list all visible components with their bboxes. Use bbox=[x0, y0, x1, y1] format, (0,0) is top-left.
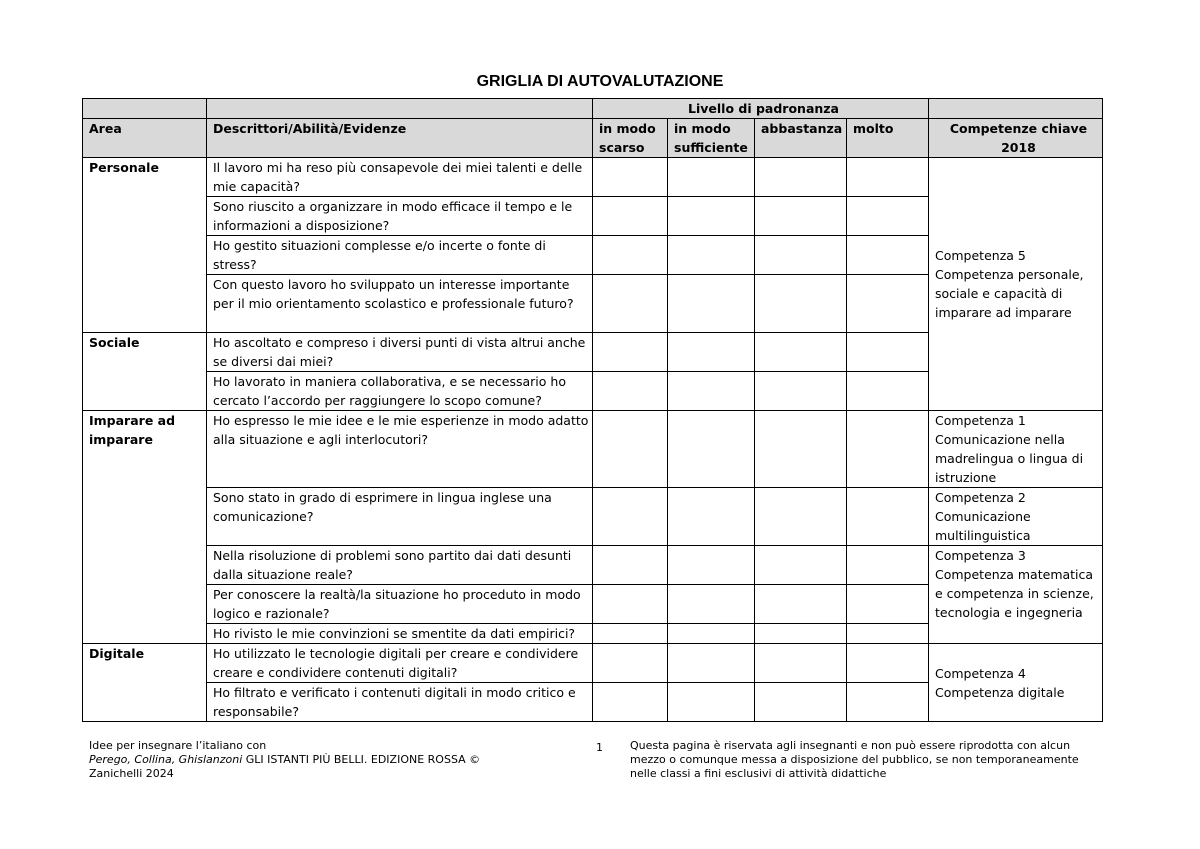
checkbox-cell[interactable] bbox=[755, 644, 847, 683]
checkbox-cell[interactable] bbox=[755, 546, 847, 585]
area-sociale: Sociale bbox=[83, 333, 207, 411]
competence-3: Competenza 3 Competenza matematica e competenza in scienze, tecnologia e ingegneria bbox=[929, 546, 1103, 644]
checkbox-cell[interactable] bbox=[847, 158, 929, 197]
checkbox-cell[interactable] bbox=[847, 197, 929, 236]
checkbox-cell[interactable] bbox=[847, 488, 929, 546]
descriptor: Sono riuscito a organizzare in modo efficace il tempo e le informazioni a disposizione? bbox=[207, 197, 593, 236]
checkbox-cell[interactable] bbox=[593, 488, 668, 546]
checkbox-cell[interactable] bbox=[668, 411, 755, 488]
checkbox-cell[interactable] bbox=[755, 275, 847, 333]
checkbox-cell[interactable] bbox=[668, 333, 755, 372]
checkbox-cell[interactable] bbox=[593, 624, 668, 644]
checkbox-cell[interactable] bbox=[847, 624, 929, 644]
checkbox-cell[interactable] bbox=[755, 333, 847, 372]
footer-line2 bbox=[89, 753, 529, 767]
header-row bbox=[83, 119, 1103, 158]
header-descriptors: Descrittori/Abilità/Evidenze bbox=[207, 119, 593, 158]
header-area: Area bbox=[83, 119, 207, 158]
checkbox-cell[interactable] bbox=[668, 275, 755, 333]
checkbox-cell[interactable] bbox=[847, 683, 929, 722]
header-level-scarso: in modo scarso bbox=[593, 119, 668, 158]
header-level-sufficiente: in modo sufficiente bbox=[668, 119, 755, 158]
table-row bbox=[83, 644, 1103, 683]
checkbox-cell[interactable] bbox=[593, 158, 668, 197]
descriptor: Ho filtrato e verificato i contenuti digitali in modo critico e responsabile? bbox=[207, 683, 593, 722]
checkbox-cell[interactable] bbox=[755, 683, 847, 722]
descriptor: Sono stato in grado di esprimere in lingua inglese una comunicazione? bbox=[207, 488, 593, 546]
checkbox-cell[interactable] bbox=[847, 585, 929, 624]
checkbox-cell[interactable] bbox=[755, 411, 847, 488]
checkbox-cell[interactable] bbox=[668, 683, 755, 722]
checkbox-cell[interactable] bbox=[668, 546, 755, 585]
checkbox-cell[interactable] bbox=[593, 333, 668, 372]
descriptor: Il lavoro mi ha reso più consapevole dei miei talenti e delle mie capacità? bbox=[207, 158, 593, 197]
descriptor: Ho rivisto le mie convinzioni se smentite da dati empirici? bbox=[207, 624, 593, 644]
checkbox-cell[interactable] bbox=[668, 236, 755, 275]
checkbox-cell[interactable] bbox=[755, 488, 847, 546]
checkbox-cell[interactable] bbox=[847, 372, 929, 411]
checkbox-cell[interactable] bbox=[847, 236, 929, 275]
competence-1: Competenza 1 Comunicazione nella madrelingua o lingua di istruzione bbox=[929, 411, 1103, 488]
table-row bbox=[83, 488, 1103, 546]
area-personale: Personale bbox=[83, 158, 207, 333]
checkbox-cell[interactable] bbox=[668, 372, 755, 411]
descriptor: Ho espresso le mie idee e le mie esperienze in modo adatto alla situazione e agli interlocutori? bbox=[207, 411, 593, 488]
checkbox-cell[interactable] bbox=[755, 585, 847, 624]
header-level-molto: molto bbox=[847, 119, 929, 158]
page-number: 1 bbox=[596, 741, 603, 754]
header-level-group: Livello di padronanza bbox=[593, 99, 929, 119]
checkbox-cell[interactable] bbox=[755, 158, 847, 197]
descriptor: Per conoscere la realtà/la situazione ho proceduto in modo logico e razionale? bbox=[207, 585, 593, 624]
descriptor: Ho ascoltato e compreso i diversi punti di vista altrui anche se diversi dai miei? bbox=[207, 333, 593, 372]
self-assessment-table bbox=[82, 98, 1103, 722]
table-row bbox=[83, 158, 1103, 197]
descriptor: Ho utilizzato le tecnologie digitali per creare e condividere creare e condividere contenuti digitali? bbox=[207, 644, 593, 683]
page-title: GRIGLIA DI AUTOVALUTAZIONE bbox=[476, 73, 724, 90]
footer-right: Questa pagina è riservata agli insegnanti e non può essere riprodotta con alcun mezzo o comunque messa a disposizione del pubblico, se non temporaneamente nelle classi a fini esclusivi di attività didattiche bbox=[630, 739, 1079, 780]
footer-book: GLI ISTANTI PIÙ BELLI. EDIZIONE ROSSA © bbox=[242, 753, 481, 766]
descriptor: Nella risoluzione di problemi sono partito dai dati desunti dalla situazione reale? bbox=[207, 546, 593, 585]
footer-left bbox=[89, 739, 529, 781]
checkbox-cell[interactable] bbox=[593, 546, 668, 585]
checkbox-cell[interactable] bbox=[668, 624, 755, 644]
footer-authors: Perego, Collina, Ghislanzoni bbox=[89, 753, 243, 766]
competence-2: Competenza 2 Comunicazione multilinguistica bbox=[929, 488, 1103, 546]
checkbox-cell[interactable] bbox=[668, 158, 755, 197]
checkbox-cell[interactable] bbox=[755, 197, 847, 236]
descriptor: Ho lavorato in maniera collaborativa, e se necessario ho cercato l’accordo per raggiungere lo scopo comune? bbox=[207, 372, 593, 411]
checkbox-cell[interactable] bbox=[593, 683, 668, 722]
checkbox-cell[interactable] bbox=[847, 275, 929, 333]
header-blank-competences bbox=[929, 99, 1103, 119]
checkbox-cell[interactable] bbox=[593, 411, 668, 488]
footer-line3: Zanichelli 2024 bbox=[89, 767, 174, 780]
descriptor: Ho gestito situazioni complesse e/o incerte o fonte di stress? bbox=[207, 236, 593, 275]
checkbox-cell[interactable] bbox=[593, 372, 668, 411]
area-imparare: Imparare ad imparare bbox=[83, 411, 207, 644]
checkbox-cell[interactable] bbox=[593, 236, 668, 275]
checkbox-cell[interactable] bbox=[593, 644, 668, 683]
table-row bbox=[83, 411, 1103, 488]
checkbox-cell[interactable] bbox=[668, 197, 755, 236]
checkbox-cell[interactable] bbox=[593, 585, 668, 624]
table-row bbox=[83, 546, 1103, 585]
checkbox-cell[interactable] bbox=[668, 644, 755, 683]
area-digitale: Digitale bbox=[83, 644, 207, 722]
header-blank-descriptors bbox=[207, 99, 593, 119]
checkbox-cell[interactable] bbox=[593, 275, 668, 333]
descriptor: Con questo lavoro ho sviluppato un interesse importante per il mio orientamento scolastico e professionale futuro? bbox=[207, 275, 593, 333]
checkbox-cell[interactable] bbox=[593, 197, 668, 236]
checkbox-cell[interactable] bbox=[847, 411, 929, 488]
checkbox-cell[interactable] bbox=[755, 372, 847, 411]
header-level-abbastanza: abbastanza bbox=[755, 119, 847, 158]
header-row-top bbox=[83, 99, 1103, 119]
checkbox-cell[interactable] bbox=[755, 624, 847, 644]
competence-5: Competenza 5 Competenza personale, sociale e capacità di imparare ad imparare bbox=[929, 158, 1103, 411]
checkbox-cell[interactable] bbox=[847, 644, 929, 683]
competence-4: Competenza 4 Competenza digitale bbox=[929, 644, 1103, 722]
checkbox-cell[interactable] bbox=[755, 236, 847, 275]
header-key-competences: Competenze chiave 2018 bbox=[929, 119, 1103, 158]
checkbox-cell[interactable] bbox=[847, 546, 929, 585]
header-blank-area bbox=[83, 99, 207, 119]
checkbox-cell[interactable] bbox=[668, 585, 755, 624]
checkbox-cell[interactable] bbox=[847, 333, 929, 372]
checkbox-cell[interactable] bbox=[668, 488, 755, 546]
footer-line1: Idee per insegnare l’italiano con bbox=[89, 739, 267, 752]
